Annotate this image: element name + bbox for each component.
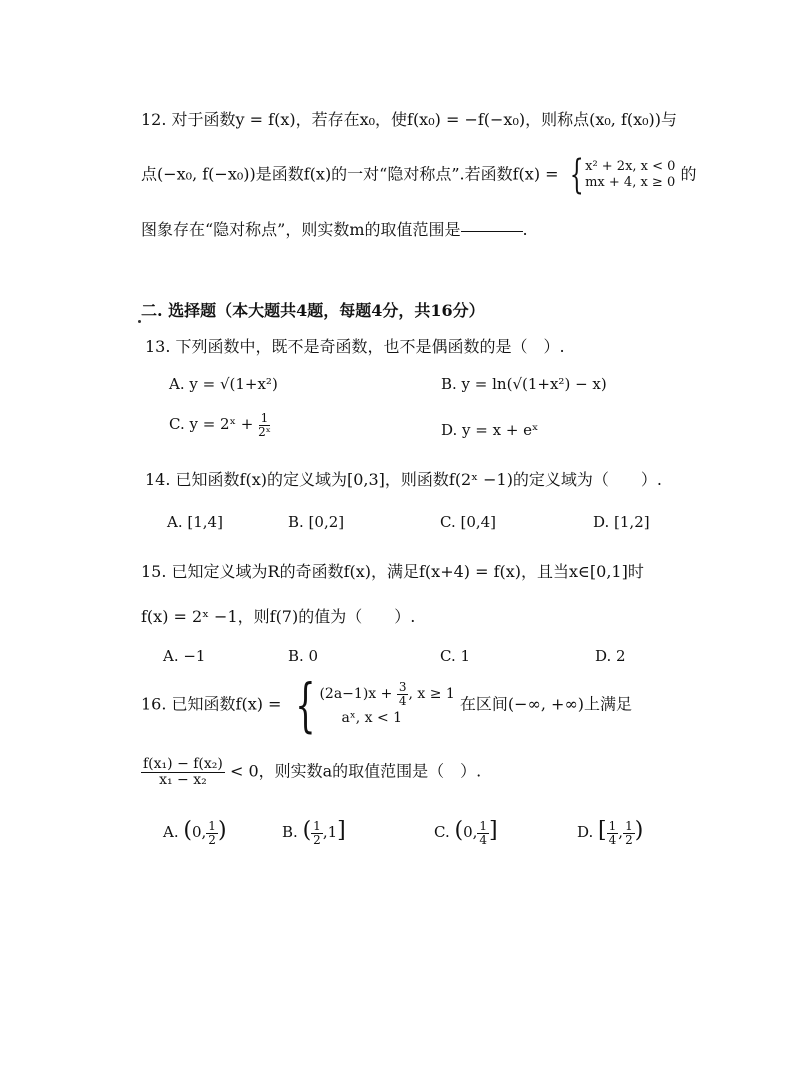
q16-line1: 16. 已知函数f(x) = { (2a−1)x + $\frac{3}{4}$ , x ≥ 1 aˣ, x < 1 在区间(−∞, +∞)上满足	[141, 671, 633, 739]
answer-blank	[461, 231, 523, 232]
q13-stem: 13. 下列函数中，既不是奇函数，也不是偶函数的是（ ）.	[145, 337, 565, 356]
q14-option-b: B. [0,2]	[288, 513, 345, 531]
q13-option-a: A. y = √(1+x²)	[169, 375, 278, 393]
section-title: 二. 选择题（本大题共4题，每题4分，共16分）	[141, 301, 485, 320]
q16-case2: aˣ, x < 1	[341, 709, 403, 726]
q12-line2	[141, 152, 697, 198]
q14-stem: 14. 已知函数f(x)的定义域为[0,3]，则函数f(2ˣ −1)的定义域为（ ）.	[145, 470, 663, 489]
q12-line2-text: 点(−x₀, f(−x₀))是函数f(x)的一对“隐对称点”.若函数f(x) =	[141, 164, 559, 184]
q16-option-b: B. ( $\frac{1}{2}$ ,1]	[282, 818, 346, 847]
q12-case2: mx + 4, x ≥ 0	[585, 175, 676, 190]
q12-piecewise: { x² + 2x, x < 0 mx + 4, x ≥ 0	[569, 152, 676, 198]
q16-case1: (2a−1)x + $\frac{3}{4}$ , x ≥ 1	[319, 680, 455, 708]
q15-option-b: B. 0	[288, 647, 319, 665]
q16-option-c: C. (0, $\frac{1}{4}$ ]	[434, 818, 498, 847]
q14-option-d: D. [1,2]	[593, 513, 650, 531]
q13-option-b: B. y = ln(√(1+x²) − x)	[441, 375, 607, 393]
q12-line1: 12. 对于函数y = f(x)，若存在x₀，使f(x₀) = −f(−x₀)，则称点(x₀, f(x₀))与	[141, 110, 678, 129]
q13-option-c: C. y = 2ˣ + $\frac{1}{\text{2ˣ}}$	[169, 411, 271, 439]
scan-speck	[138, 320, 141, 323]
q16-piecewise: { (2a−1)x + $\frac{3}{4}$ , x ≥ 1 aˣ, x < 1	[294, 671, 455, 739]
q12-line2-end: 的	[680, 164, 697, 184]
q16-line1-end: 在区间(−∞, +∞)上满足	[459, 694, 633, 714]
q12-line3: 图象存在“隐对称点”，则实数m的取值范围是 .	[141, 220, 528, 239]
q13-option-d: D. y = x + eˣ	[441, 421, 539, 439]
q14-option-c: C. [0,4]	[440, 513, 497, 531]
q16-condition-fraction: $\frac{\text{f(x₁) − f(x₂)}}{\text{x₁ − x₂}}$	[143, 756, 223, 788]
q15-line1: 15. 已知定义域为R的奇函数f(x)，满足f(x+4) = f(x)，且当x∈[0,1]时	[141, 562, 644, 581]
q15-line2: f(x) = 2ˣ −1，则f(7)的值为（ ）.	[141, 607, 416, 626]
q13-c-fraction: $\frac{1}{\text{2ˣ}}$	[258, 411, 271, 439]
q16-line2: $\frac{\text{f(x₁) − f(x₂)}}{\text{x₁ − x₂}}$ < 0，则实数a的取值范围是（ ）.	[143, 756, 482, 788]
q12-case1: x² + 2x, x < 0	[585, 158, 676, 174]
q15-option-d: D. 2	[595, 647, 626, 665]
q16-option-a: A. (0, $\frac{1}{2}$ )	[163, 818, 227, 847]
q16-option-d: D. [ $\frac{1}{4}$ , $\frac{1}{2}$ )	[577, 818, 644, 847]
q15-option-a: A. −1	[163, 647, 206, 665]
q14-option-a: A. [1,4]	[167, 513, 223, 531]
q15-option-c: C. 1	[440, 647, 471, 665]
